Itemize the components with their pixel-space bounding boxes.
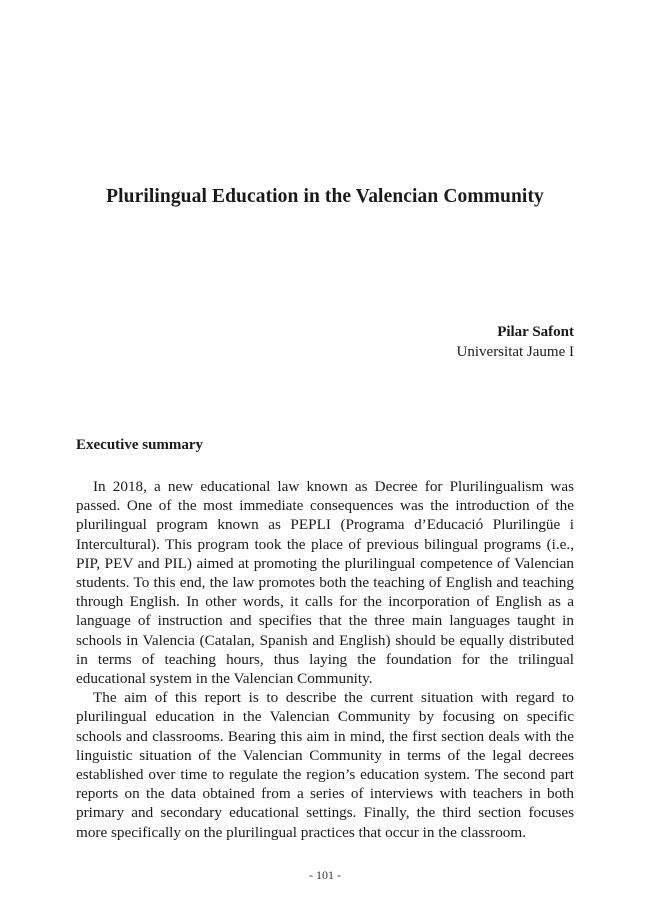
body-text (76, 477, 574, 842)
author-block (457, 322, 574, 362)
paragraph: In 2018, a new educational law known as Decree for Plurilingualism was passed. One of the most immediate consequences was the introduction of the plurilingual program known as PEPLI (Programa d’Educació Plurilingüe i Intercultural). This program took the place of previous bilingual programs (i.e., PIP, PEV and PIL) aimed at promoting the plurilingual competence of Valencian students. To this end, the law promotes both the teaching of English and teaching through English. In other words, it calls for the incorporation of English as a language of instruction and specifies that the three main languages taught in schools in Valencia (Catalan, Spanish and English) should be equally distributed in terms of teaching hours, thus laying the foundation for the trilingual educational system in the Valencian Community. (76, 478, 574, 688)
document-title: Plurilingual Education in the Valencian Community (106, 186, 544, 207)
author-affiliation: Universitat Jaume I (456, 344, 574, 360)
section-heading: Executive summary (76, 437, 204, 453)
page-number: - 101 - (309, 868, 341, 882)
paragraph: The aim of this report is to describe the current situation with regard to plurilingual education in the Valencian Community by focusing on specific schools and classrooms. Bearing this aim in mind, the first section deals with the linguistic situation of the Valencian Community in terms of the legal decrees established over time to regulate the region’s education system. The second part reports on the data obtained from a series of interviews with teachers in both primary and secondary educational settings. Finally, the third section focuses more specifically on the plurilingual practices that occur in the classroom. (76, 689, 574, 841)
author-name: Pilar Safont (497, 324, 574, 340)
